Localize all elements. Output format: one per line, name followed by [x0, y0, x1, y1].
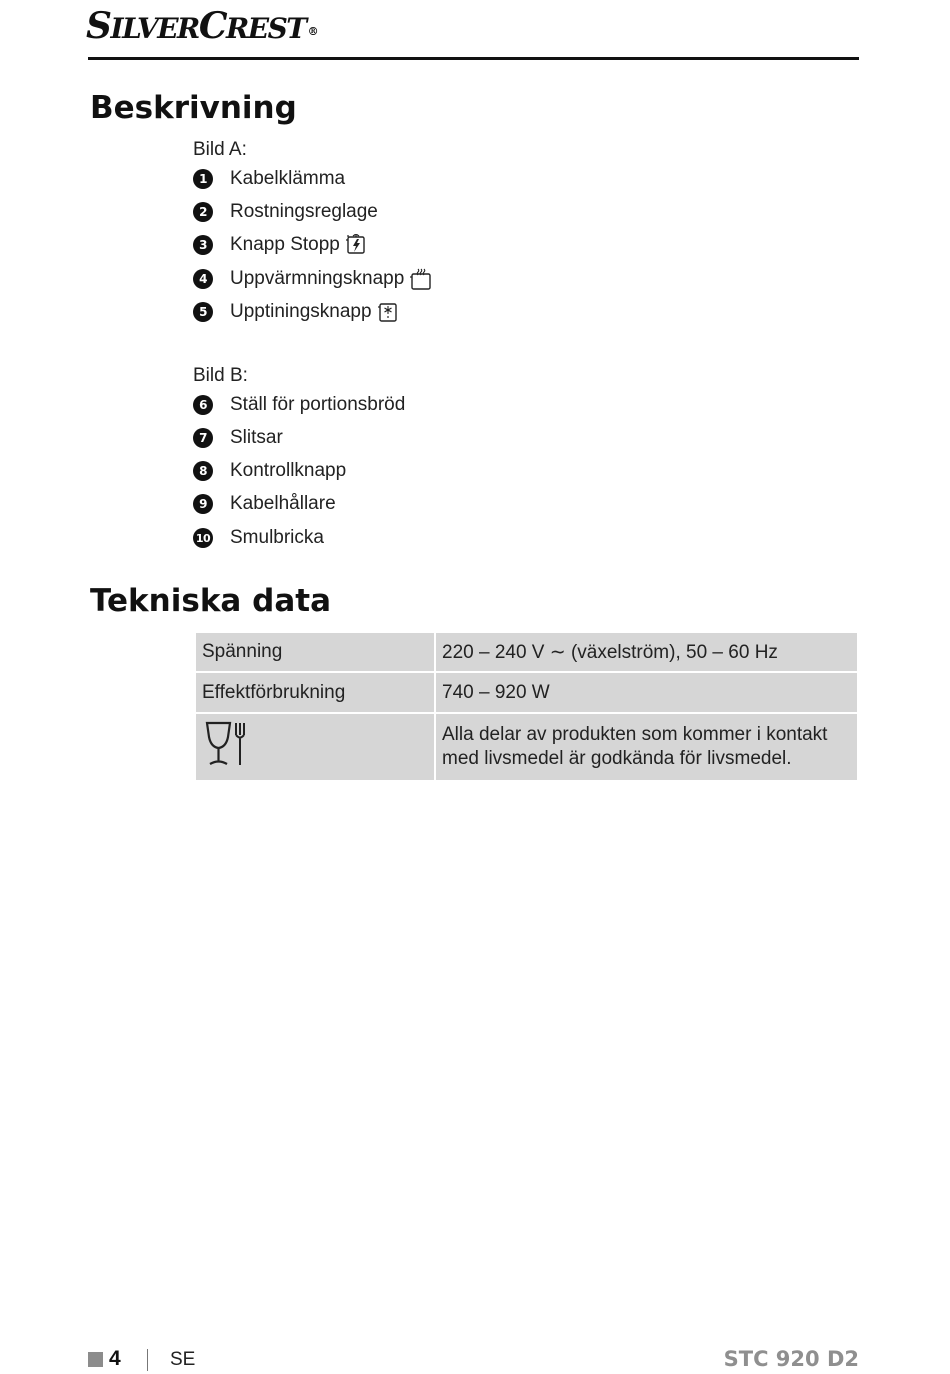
list-item — [193, 167, 345, 191]
table-cell-value: 220 – 240 V ∼ (växelström), 50 – 60 Hz — [435, 632, 858, 672]
footer-square-marker — [88, 1352, 103, 1367]
table-cell-key: Spänning — [195, 632, 435, 672]
brand-logo: SILVERCREST ® — [86, 5, 318, 47]
page-number: 4 — [109, 1347, 121, 1370]
defrost-button-icon — [377, 301, 399, 323]
list-item-label: Upptiningsknapp — [230, 301, 372, 322]
table-row — [195, 672, 858, 713]
figure-b-label: Bild B: — [193, 365, 248, 386]
list-item — [193, 267, 433, 291]
item-number-badge: 9 — [193, 494, 213, 514]
list-item — [193, 526, 324, 550]
list-item — [193, 459, 346, 483]
technical-data-table — [194, 631, 859, 782]
list-item-label: Rostningsreglage — [230, 201, 378, 222]
technical-data-title: Tekniska data — [90, 583, 331, 619]
model-number: STC 920 D2 — [723, 1347, 859, 1371]
list-item — [193, 393, 405, 417]
item-number-badge: 1 — [193, 169, 213, 189]
language-code: SE — [170, 1349, 196, 1370]
list-item-label: Kabelklämma — [230, 168, 346, 189]
registered-mark: ® — [307, 25, 318, 38]
food-safe-text-line: Alla delar av produkten som kommer i kontakt — [442, 724, 828, 745]
list-item — [193, 426, 283, 450]
table-cell-value: 740 – 920 W — [435, 672, 858, 713]
list-item-label: Knapp Stopp — [230, 234, 340, 255]
figure-a-label: Bild A: — [193, 139, 247, 160]
item-number-badge: 6 — [193, 395, 213, 415]
table-row — [195, 713, 858, 781]
list-item — [193, 492, 336, 516]
item-number-badge: 3 — [193, 235, 213, 255]
table-row — [195, 632, 858, 672]
table-cell-key — [195, 713, 435, 781]
list-item-label: Kontrollknapp — [230, 460, 347, 481]
item-number-badge: 10 — [193, 528, 213, 548]
table-cell-value — [435, 713, 858, 781]
stop-button-icon — [345, 234, 367, 256]
description-title: Beskrivning — [90, 90, 297, 126]
list-item — [193, 300, 399, 324]
list-item-label: Slitsar — [230, 427, 283, 448]
food-safe-text-line: med livsmedel är godkända för livsmedel. — [442, 748, 792, 769]
list-item — [193, 233, 367, 257]
list-item-label: Kabelhållare — [230, 493, 336, 514]
list-item-label: Ställ för portionsbröd — [230, 394, 406, 415]
list-item — [193, 200, 378, 224]
food-safe-icon — [202, 719, 248, 769]
item-number-badge: 4 — [193, 269, 213, 289]
header-rule — [88, 57, 859, 60]
list-item-label: Smulbricka — [230, 527, 324, 548]
item-number-badge: 8 — [193, 461, 213, 481]
reheat-button-icon — [409, 268, 433, 290]
item-number-badge: 2 — [193, 202, 213, 222]
item-number-badge: 5 — [193, 302, 213, 322]
table-cell-key: Effektförbrukning — [195, 672, 435, 713]
footer-separator — [147, 1349, 148, 1371]
list-item-label: Uppvärmningsknapp — [230, 268, 405, 289]
item-number-badge: 7 — [193, 428, 213, 448]
